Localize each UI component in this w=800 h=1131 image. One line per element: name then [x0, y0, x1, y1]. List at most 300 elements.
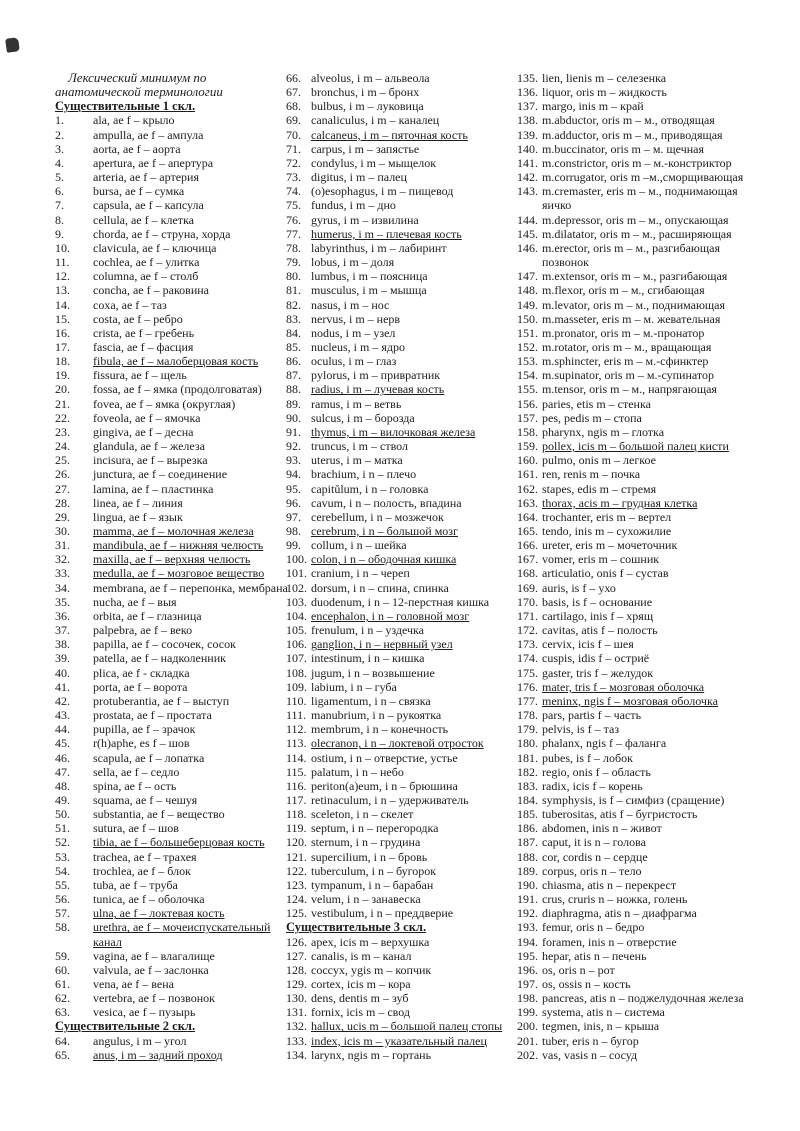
entry-text: arteria, ae f – артерия: [93, 170, 199, 185]
term-entry-98: [286, 524, 517, 538]
entry-number: 101.: [286, 566, 307, 581]
term-entry-175: [517, 666, 800, 680]
entry-number: 33.: [55, 566, 70, 581]
term-entry-166: [517, 538, 800, 552]
entry-text: hepar, atis n – печень: [542, 948, 647, 963]
entry-number: 190.: [517, 877, 538, 892]
entry-number: 133.: [286, 1033, 307, 1048]
entry-number: 24.: [55, 439, 70, 454]
entry-number: 84.: [286, 325, 301, 340]
entry-text: apex, icis m – верхушка: [311, 934, 430, 949]
entry-text: dorsum, i n – спина, спинка: [311, 580, 449, 595]
entry-number: 13.: [55, 283, 70, 298]
term-entry-158: [517, 425, 800, 439]
entry-text: index, icis m – указательный палец: [311, 1033, 487, 1048]
entry-number: 201.: [517, 1033, 538, 1048]
entry-number: 25.: [55, 453, 70, 468]
entry-number: 96.: [286, 495, 301, 510]
term-entry-153: [517, 354, 800, 368]
entry-text: pylorus, i m – привратник: [311, 368, 441, 383]
term-entry-193: [517, 920, 800, 934]
term-entry-128: [286, 963, 517, 977]
term-entry-68: [286, 99, 517, 113]
entry-text: tuberculum, i n – бугорок: [311, 863, 437, 878]
term-entry-96: [286, 496, 517, 510]
entry-text: systema, atis n – система: [542, 1005, 665, 1020]
entry-text: cerebrum, i n – большой мозг: [311, 524, 458, 538]
term-entry-6: [55, 184, 288, 198]
term-entry-18: [55, 354, 288, 368]
term-entry-75: [286, 198, 517, 212]
term-entry-186: [517, 821, 800, 835]
entry-number: 11.: [55, 255, 70, 270]
term-entry-103: [286, 595, 517, 609]
entry-text: porta, ae f – ворота: [93, 679, 188, 694]
entry-text: m.pronator, oris m – м.-пронатор: [542, 325, 705, 340]
term-entry-81: [286, 283, 517, 297]
entry-text: m.dilatator, oris m – м., расширяющая: [542, 226, 732, 241]
entry-text: [93, 920, 270, 948]
entry-number: 145.: [517, 226, 538, 241]
entry-text: mamma, ae f – молочная железа: [93, 524, 254, 538]
entry-text: gaster, tris f – желудок: [542, 665, 654, 680]
entry-number: 23.: [55, 424, 70, 439]
term-entry-170: [517, 595, 800, 609]
term-entry-180: [517, 736, 800, 750]
term-entry-30: [55, 524, 288, 538]
entry-number: 81.: [286, 283, 301, 298]
entry-text: protuberantia, ae f – выступ: [93, 693, 230, 708]
entry-text: bursa, ae f – сумка: [93, 184, 185, 199]
term-entry-86: [286, 354, 517, 368]
term-entry-62: [55, 991, 288, 1005]
entry-text: vas, vasis n – сосуд: [542, 1047, 638, 1062]
entry-text: fascia, ae f – фасция: [93, 339, 194, 354]
term-entry-15: [55, 312, 288, 326]
entry-text: m.buccinator, oris m – м. щечная: [542, 141, 704, 156]
entry-number: 146.: [517, 240, 538, 255]
entry-number: 92.: [286, 439, 301, 454]
entry-number: 152.: [517, 339, 538, 354]
entry-text: fissura, ae f – щель: [93, 368, 187, 383]
entry-text: jugum, i n – возвышение: [311, 665, 435, 680]
entry-number: 12.: [55, 269, 70, 284]
entry-text: cor, cordis n – сердце: [542, 849, 648, 864]
entry-text: spina, ae f – ость: [93, 778, 177, 793]
term-entry-7: [55, 198, 288, 212]
entry-number: 138.: [517, 113, 538, 128]
entry-number: 15.: [55, 311, 70, 326]
term-entry-182: [517, 765, 800, 779]
entry-text: papilla, ae f – сосочек, сосок: [93, 637, 236, 652]
entry-text: crista, ae f – гребень: [93, 325, 195, 340]
entry-number: 170.: [517, 594, 538, 609]
entry-number: 114.: [286, 750, 307, 765]
entry-number: 44.: [55, 722, 70, 737]
term-entry-144: [517, 213, 800, 227]
entry-number: 195.: [517, 948, 538, 963]
entry-text: nodus, i m – узел: [311, 325, 396, 340]
term-entry-173: [517, 637, 800, 651]
term-entry-116: [286, 779, 517, 793]
section-heading: Существительные 1 скл.: [55, 99, 196, 114]
entry-number: 132.: [286, 1019, 307, 1034]
term-entry-119: [286, 821, 517, 835]
entry-number: 186.: [517, 821, 538, 836]
entry-number: 89.: [286, 396, 301, 411]
entry-number: 63.: [55, 1005, 70, 1020]
entry-text: mandibula, ae f – нижняя челюсть: [93, 538, 264, 553]
entry-text: collum, i n – шейка: [311, 538, 407, 553]
term-entry-202: [517, 1048, 800, 1062]
entry-number: 49.: [55, 792, 70, 807]
entry-number: 164.: [517, 509, 538, 524]
entry-text: concha, ae f – раковина: [93, 283, 210, 298]
entry-number: 78.: [286, 240, 301, 255]
term-entry-54: [55, 864, 288, 878]
term-entry-136: [517, 85, 800, 99]
entry-text: m.flexor, oris m – м., сгибающая: [542, 283, 705, 298]
entry-number: 90.: [286, 410, 301, 425]
entry-text: fundus, i m – дно: [311, 198, 396, 213]
entry-number: 179.: [517, 722, 538, 737]
term-entry-154: [517, 368, 800, 382]
term-entry-159: [517, 439, 800, 453]
entry-number: 83.: [286, 311, 301, 326]
entry-number: 27.: [55, 481, 70, 496]
entry-text: septum, i n – перегородка: [311, 821, 439, 836]
term-entry-200: [517, 1019, 800, 1033]
entry-text: nervus, i m – нерв: [311, 311, 401, 326]
term-entry-139: [517, 128, 800, 142]
entry-number: 155.: [517, 382, 538, 397]
term-entry-137: [517, 99, 800, 113]
entry-text: medulla, ae f – мозговое вещество: [93, 566, 265, 581]
term-entry-10: [55, 241, 288, 255]
term-entry-104: [286, 609, 517, 623]
term-entry-11: [55, 255, 288, 269]
term-entry-163: [517, 496, 800, 510]
entry-text: tympanum, i n – барабан: [311, 877, 434, 892]
entry-text: ampulla, ae f – ампула: [93, 127, 204, 142]
term-entry-85: [286, 340, 517, 354]
entry-number: 75.: [286, 198, 301, 213]
term-entry-57: [55, 906, 288, 920]
entry-number: 51.: [55, 821, 70, 836]
entry-text: coccyx, ygis m – копчик: [311, 962, 432, 977]
scan-artifact-mark: [5, 37, 20, 53]
entry-text: incisura, ae f – вырезка: [93, 453, 208, 468]
entry-text: gyrus, i m – извилина: [311, 212, 419, 227]
term-entry-31: [55, 538, 288, 552]
entry-number: 172.: [517, 623, 538, 638]
entry-text: vomer, eris m – сошник: [542, 552, 660, 567]
entry-text: nucha, ae f – выя: [93, 594, 177, 609]
term-entry-1: [55, 113, 288, 127]
term-entry-4: [55, 156, 288, 170]
term-entry-114: [286, 751, 517, 765]
term-entry-26: [55, 467, 288, 481]
term-entry-67: [286, 85, 517, 99]
entry-number: 36.: [55, 608, 70, 623]
term-entry-36: [55, 609, 288, 623]
entry-text: truncus, i m – ствол: [311, 439, 408, 454]
entry-number: 169.: [517, 580, 538, 595]
entry-number: 185.: [517, 807, 538, 822]
entry-text: alveolus, i m – альвеола: [311, 71, 430, 85]
term-entry-191: [517, 892, 800, 906]
entry-text: m.tensor, oris m – м., напрягающая: [542, 382, 717, 397]
term-entry-72: [286, 156, 517, 170]
entry-number: 30.: [55, 524, 70, 538]
term-entry-140: [517, 142, 800, 156]
term-entry-50: [55, 807, 288, 821]
entry-number: 166.: [517, 538, 538, 553]
entry-text: trachea, ae f – трахея: [93, 849, 197, 864]
entry-text-line2: яичко: [542, 198, 572, 213]
entry-number: 175.: [517, 665, 538, 680]
term-entry-58: [55, 920, 288, 948]
entry-number: 10.: [55, 240, 70, 255]
entry-number: 86.: [286, 354, 301, 369]
term-entry-69: [286, 113, 517, 127]
entry-number: 198.: [517, 991, 538, 1006]
entry-number: 112.: [286, 722, 307, 737]
term-entry-25: [55, 453, 288, 467]
entry-number: 137.: [517, 99, 538, 114]
entry-number: 74.: [286, 184, 301, 199]
term-entry-121: [286, 850, 517, 864]
entry-number: 68.: [286, 99, 301, 114]
term-entry-91: [286, 425, 517, 439]
entry-number: 103.: [286, 594, 307, 609]
entry-text: cervix, icis f – шея: [542, 637, 634, 652]
entry-text: femur, oris n – бедро: [542, 920, 645, 935]
entry-number: 118.: [286, 807, 307, 822]
entry-number: 200.: [517, 1019, 538, 1034]
entry-number: 140.: [517, 141, 538, 156]
term-entry-127: [286, 949, 517, 963]
entry-text: m.constrictor, oris m – м.-констриктор: [542, 155, 732, 170]
term-entry-63: [55, 1005, 288, 1019]
entry-number: 29.: [55, 509, 70, 524]
entry-text: larynx, ngis m – гортань: [311, 1047, 432, 1062]
entry-number: 48.: [55, 778, 70, 793]
entry-text: m.rotator, oris m – м., вращающая: [542, 339, 712, 354]
term-entry-115: [286, 765, 517, 779]
term-entry-135: [517, 71, 800, 85]
entry-number: 21.: [55, 396, 70, 411]
term-entry-17: [55, 340, 288, 354]
entry-text: tuberositas, atis f – бугристость: [542, 807, 698, 822]
entry-text: palpebra, ae f – веко: [93, 623, 193, 638]
entry-number: 116.: [286, 778, 307, 793]
term-entry-82: [286, 298, 517, 312]
entry-text: vestibulum, i n – преддверие: [311, 906, 454, 921]
term-entry-45: [55, 736, 288, 750]
term-entry-107: [286, 651, 517, 665]
entry-text: sulcus, i m – борозда: [311, 410, 415, 425]
entry-number: 171.: [517, 608, 538, 623]
entry-number: 72.: [286, 155, 301, 170]
entry-text: membrana, ae f – перепонка, мембрана: [93, 580, 288, 595]
term-entry-87: [286, 368, 517, 382]
term-entry-120: [286, 835, 517, 849]
entry-text: tibia, ae f – большеберцовая кость: [93, 835, 265, 850]
entry-number: 136.: [517, 85, 538, 100]
entry-number: 110.: [286, 693, 307, 708]
term-entry-64: [55, 1034, 288, 1048]
entry-text: olecranon, i n – локтевой отросток: [311, 736, 484, 751]
term-entry-190: [517, 878, 800, 892]
entry-text: supercilium, i n – бровь: [311, 849, 428, 864]
term-entry-169: [517, 581, 800, 595]
entry-text: fibula, ae f – малоберцовая кость: [93, 354, 259, 369]
entry-number: 107.: [286, 651, 307, 666]
entry-text-line1: urethra, ae f – мочеиспускательный: [93, 920, 271, 935]
term-entry-94: [286, 467, 517, 481]
entry-text: colon, i n – ободочная кишка: [311, 552, 457, 567]
entry-number: 80.: [286, 269, 301, 284]
entry-number: 173.: [517, 637, 538, 652]
term-entry-97: [286, 510, 517, 524]
entry-text: cartilago, inis f – хрящ: [542, 608, 654, 623]
term-entry-33: [55, 566, 288, 580]
entry-text: paries, etis m – стенка: [542, 396, 651, 411]
term-entry-147: [517, 269, 800, 283]
entry-text: fossa, ae f – ямка (продолговатая): [93, 382, 262, 397]
entry-number: 131.: [286, 1005, 307, 1020]
entry-number: 88.: [286, 382, 301, 397]
entry-number: 109.: [286, 679, 307, 694]
entry-number: 120.: [286, 835, 307, 850]
entry-text: maxilla, ae f – верхняя челюсть: [93, 552, 251, 567]
term-entry-29: [55, 510, 288, 524]
entry-text: trochlea, ae f – блок: [93, 863, 191, 878]
entry-number: 135.: [517, 71, 538, 85]
entry-number: 42.: [55, 693, 70, 708]
entry-number: 117.: [286, 792, 307, 807]
entry-text: cochlea, ae f – улитка: [93, 255, 200, 270]
entry-text: m.levator, oris m – м., поднимающая: [542, 297, 726, 312]
entry-number: 125.: [286, 906, 307, 921]
term-entry-178: [517, 708, 800, 722]
entry-number: 32.: [55, 552, 70, 567]
term-entry-77: [286, 227, 517, 241]
entry-text: capitŭlum, i n – головка: [311, 481, 429, 496]
entry-text: oculus, i m – глаз: [311, 354, 397, 369]
entry-number: 193.: [517, 920, 538, 935]
term-entry-37: [55, 623, 288, 637]
term-entry-52: [55, 835, 288, 849]
document-title-line1: Лексический минимум по: [68, 70, 207, 85]
term-entry-142: [517, 170, 800, 184]
entry-number: 165.: [517, 524, 538, 538]
term-entry-150: [517, 312, 800, 326]
entry-text: fornix, icis m – свод: [311, 1005, 410, 1020]
entry-number: 184.: [517, 792, 538, 807]
entry-text: corpus, oris n – тело: [542, 863, 642, 878]
entry-number: 53.: [55, 849, 70, 864]
entry-text: vagina, ae f – влагалище: [93, 948, 215, 963]
entry-text-line2: позвонок: [542, 255, 589, 270]
entry-text: pollex, icis m – большой палец кисти: [542, 439, 729, 454]
term-entry-179: [517, 722, 800, 736]
entry-text: clavicula, ae f – ключица: [93, 240, 217, 255]
entry-text-line1: m.erector, oris m – м., разгибающая: [542, 240, 720, 255]
entry-number: 14.: [55, 297, 70, 312]
entry-number: 35.: [55, 594, 70, 609]
entry-text: velum, i n – занавеска: [311, 892, 421, 907]
entry-text: chorda, ae f – струна, хорда: [93, 226, 231, 241]
entry-number: 69.: [286, 113, 301, 128]
term-entry-108: [286, 666, 517, 680]
entry-number: 102.: [286, 580, 307, 595]
term-entry-32: [55, 552, 288, 566]
term-entry-41: [55, 680, 288, 694]
term-entry-47: [55, 765, 288, 779]
entry-number: 38.: [55, 637, 70, 652]
term-entry-176: [517, 680, 800, 694]
entry-number: 3.: [55, 141, 64, 156]
entry-text: pancreas, atis n – поджелудочная железа: [542, 991, 744, 1006]
entry-text: cellula, ae f – клетка: [93, 212, 194, 227]
term-entry-79: [286, 255, 517, 269]
entry-number: 174.: [517, 651, 538, 666]
term-entry-168: [517, 566, 800, 580]
entry-text: pes, pedis m – стопа: [542, 410, 642, 425]
term-entry-125: [286, 906, 517, 920]
entry-text: os, ossis n – кость: [542, 977, 631, 991]
entry-text: [542, 184, 738, 212]
entry-text: manubrium, i n – рукоятка: [311, 708, 442, 723]
term-entry-9: [55, 227, 288, 241]
entry-number: 19.: [55, 368, 70, 383]
term-entry-2: [55, 128, 288, 142]
term-entry-130: [286, 991, 517, 1005]
term-entry-164: [517, 510, 800, 524]
column-3: [517, 71, 800, 1062]
term-entry-35: [55, 595, 288, 609]
term-entry-192: [517, 906, 800, 920]
entry-text: frenulum, i n – уздечка: [311, 623, 424, 638]
term-entry-132: [286, 1019, 517, 1033]
term-entry-102: [286, 581, 517, 595]
entry-text: aorta, ae f – аорта: [93, 141, 181, 156]
entry-number: 139.: [517, 127, 538, 142]
entry-text: thorax, acis m – грудная клетка: [542, 495, 698, 510]
term-entry-141: [517, 156, 800, 170]
entry-text: os, oris n – рот: [542, 962, 615, 977]
entry-text: valvula, ae f – заслонка: [93, 962, 209, 977]
entry-text: ganglion, i n – нервный узел: [311, 637, 453, 652]
term-entry-134: [286, 1048, 517, 1062]
entry-text: squama, ae f – чешуя: [93, 792, 198, 807]
entry-text: m.supinator, oris m – м.-супинатор: [542, 368, 714, 383]
entry-number: 7.: [55, 198, 64, 213]
entry-number: 79.: [286, 255, 301, 270]
entry-number: 119.: [286, 821, 307, 836]
entry-text: retinaculum, i n – удерживатель: [311, 792, 469, 807]
entry-text: membrum, i n – конечность: [311, 722, 449, 737]
entry-number: 58.: [55, 920, 70, 935]
entry-number: 100.: [286, 552, 307, 567]
entry-number: 105.: [286, 623, 307, 638]
term-entry-181: [517, 751, 800, 765]
entry-text: bronchus, i m – бронх: [311, 85, 420, 100]
entry-number: 85.: [286, 339, 301, 354]
term-entry-149: [517, 298, 800, 312]
